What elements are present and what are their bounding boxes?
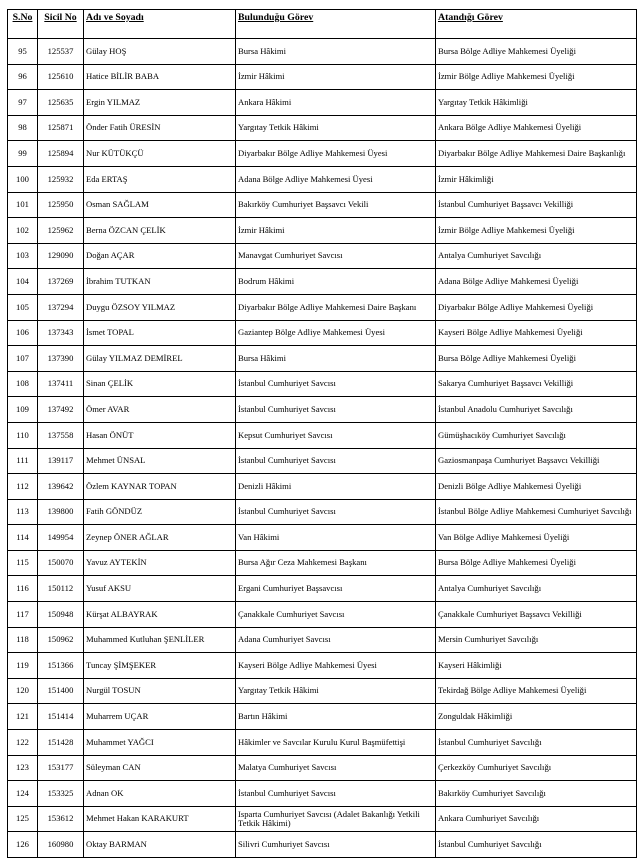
- cell-current-post: İzmir Hâkimi: [236, 218, 436, 244]
- table-row: [8, 678, 637, 704]
- cell-current-post: Diyarbakır Bölge Adliye Mahkemesi Daire Başkanı: [236, 294, 436, 320]
- cell-sno: 97: [8, 90, 38, 116]
- cell-new-post: Adana Bölge Adliye Mahkemesi Üyeliği: [436, 269, 637, 295]
- cell-name: Ömer AVAR: [84, 397, 236, 423]
- cell-new-post: Gümüşhacıköy Cumhuriyet Savcılığı: [436, 422, 637, 448]
- cell-name: İbrahim TUTKAN: [84, 269, 236, 295]
- table-row: [8, 525, 637, 551]
- cell-name: Yavuz AYTEKİN: [84, 550, 236, 576]
- cell-sicil-no: 137294: [38, 294, 84, 320]
- header-sicil-no: Sicil No: [38, 10, 84, 39]
- cell-new-post: Denizli Bölge Adliye Mahkemesi Üyeliği: [436, 474, 637, 500]
- cell-sno: 102: [8, 218, 38, 244]
- cell-current-post: Denizli Hâkimi: [236, 474, 436, 500]
- table-row: [8, 294, 637, 320]
- cell-sno: 122: [8, 730, 38, 756]
- cell-name: Mehmet ÜNSAL: [84, 448, 236, 474]
- table-row: [8, 90, 637, 116]
- cell-sicil-no: 125635: [38, 90, 84, 116]
- table-row: [8, 64, 637, 90]
- header-row: [8, 10, 637, 39]
- cell-new-post: Sakarya Cumhuriyet Başsavcı Vekilliği: [436, 371, 637, 397]
- cell-current-post: Isparta Cumhuriyet Savcısı (Adalet Bakanlığı Yetkili Tetkik Hâkimi): [236, 806, 436, 832]
- cell-current-post: Çanakkale Cumhuriyet Savcısı: [236, 602, 436, 628]
- cell-new-post: Diyarbakır Bölge Adliye Mahkemesi Üyeliği: [436, 294, 637, 320]
- cell-new-post: Ankara Bölge Adliye Mahkemesi Üyeliği: [436, 115, 637, 141]
- cell-sicil-no: 137343: [38, 320, 84, 346]
- table-row: [8, 755, 637, 781]
- cell-current-post: Hâkimler ve Savcılar Kurulu Kurul Başmüfettişi: [236, 730, 436, 756]
- cell-name: Süleyman CAN: [84, 755, 236, 781]
- table-row: [8, 115, 637, 141]
- header-name: Adı ve Soyadı: [84, 10, 236, 39]
- cell-current-post: İzmir Hâkimi: [236, 64, 436, 90]
- cell-sno: 126: [8, 832, 38, 858]
- cell-new-post: Bursa Bölge Adliye Mahkemesi Üyeliği: [436, 550, 637, 576]
- cell-sicil-no: 150112: [38, 576, 84, 602]
- cell-sno: 106: [8, 320, 38, 346]
- table-row: [8, 371, 637, 397]
- cell-sicil-no: 151428: [38, 730, 84, 756]
- table-row: [8, 397, 637, 423]
- table-row: [8, 781, 637, 807]
- cell-sicil-no: 137411: [38, 371, 84, 397]
- cell-new-post: İstanbul Cumhuriyet Başsavcı Vekilliği: [436, 192, 637, 218]
- cell-new-post: Diyarbakır Bölge Adliye Mahkemesi Daire Başkanlığı: [436, 141, 637, 167]
- cell-new-post: Mersin Cumhuriyet Savcılığı: [436, 627, 637, 653]
- table-row: [8, 730, 637, 756]
- cell-new-post: Yargıtay Tetkik Hâkimliği: [436, 90, 637, 116]
- cell-name: Zeynep ÖNER AĞLAR: [84, 525, 236, 551]
- cell-sno: 95: [8, 39, 38, 65]
- cell-sicil-no: 125932: [38, 166, 84, 192]
- header-current-post: Bulunduğu Görev: [236, 10, 436, 39]
- cell-sicil-no: 151414: [38, 704, 84, 730]
- cell-sicil-no: 149954: [38, 525, 84, 551]
- table-row: [8, 627, 637, 653]
- cell-sno: 116: [8, 576, 38, 602]
- cell-sno: 124: [8, 781, 38, 807]
- cell-sno: 120: [8, 678, 38, 704]
- cell-sno: 119: [8, 653, 38, 679]
- cell-sicil-no: 160980: [38, 832, 84, 858]
- cell-new-post: Bursa Bölge Adliye Mahkemesi Üyeliği: [436, 39, 637, 65]
- cell-new-post: İstanbul Bölge Adliye Mahkemesi Cumhuriyet Savcılığı: [436, 499, 637, 525]
- cell-sno: 100: [8, 166, 38, 192]
- table-row: [8, 320, 637, 346]
- cell-new-post: İzmir Bölge Adliye Mahkemesi Üyeliği: [436, 218, 637, 244]
- cell-sno: 103: [8, 243, 38, 269]
- header-sno: S.No: [8, 10, 38, 39]
- cell-sno: 96: [8, 64, 38, 90]
- cell-sno: 114: [8, 525, 38, 551]
- cell-sno: 112: [8, 474, 38, 500]
- cell-new-post: Kayseri Hâkimliği: [436, 653, 637, 679]
- cell-name: Muharrem UÇAR: [84, 704, 236, 730]
- cell-current-post: Kayseri Bölge Adliye Mahkemesi Üyesi: [236, 653, 436, 679]
- cell-sicil-no: 139800: [38, 499, 84, 525]
- cell-name: Oktay BARMAN: [84, 832, 236, 858]
- cell-current-post: Bartın Hâkimi: [236, 704, 436, 730]
- cell-current-post: Manavgat Cumhuriyet Savcısı: [236, 243, 436, 269]
- cell-sno: 110: [8, 422, 38, 448]
- cell-sicil-no: 153325: [38, 781, 84, 807]
- cell-sno: 98: [8, 115, 38, 141]
- table-row: [8, 422, 637, 448]
- cell-sno: 117: [8, 602, 38, 628]
- header-new-post: Atandığı Görev: [436, 10, 637, 39]
- table-row: [8, 269, 637, 295]
- cell-sno: 115: [8, 550, 38, 576]
- cell-sicil-no: 150948: [38, 602, 84, 628]
- cell-sno: 99: [8, 141, 38, 167]
- cell-new-post: Van Bölge Adliye Mahkemesi Üyeliği: [436, 525, 637, 551]
- cell-name: Berna ÖZCAN ÇELİK: [84, 218, 236, 244]
- cell-current-post: İstanbul Cumhuriyet Savcısı: [236, 448, 436, 474]
- cell-name: Nurgül TOSUN: [84, 678, 236, 704]
- cell-name: Özlem KAYNAR TOPAN: [84, 474, 236, 500]
- cell-name: Hasan ÖNÜT: [84, 422, 236, 448]
- cell-sicil-no: 125871: [38, 115, 84, 141]
- cell-sicil-no: 153612: [38, 806, 84, 832]
- cell-current-post: Malatya Cumhuriyet Savcısı: [236, 755, 436, 781]
- cell-new-post: Kayseri Bölge Adliye Mahkemesi Üyeliği: [436, 320, 637, 346]
- cell-new-post: İzmir Hâkimliği: [436, 166, 637, 192]
- cell-sno: 104: [8, 269, 38, 295]
- table-row: [8, 499, 637, 525]
- cell-current-post: Bursa Hâkimi: [236, 346, 436, 372]
- table-row: [8, 141, 637, 167]
- cell-current-post: Ankara Hâkimi: [236, 90, 436, 116]
- cell-name: Muhammed Kutluhan ŞENLİLER: [84, 627, 236, 653]
- cell-new-post: Bursa Bölge Adliye Mahkemesi Üyeliği: [436, 346, 637, 372]
- cell-name: Kürşat ALBAYRAK: [84, 602, 236, 628]
- cell-sno: 109: [8, 397, 38, 423]
- cell-new-post: Çanakkale Cumhuriyet Başsavcı Vekilliği: [436, 602, 637, 628]
- cell-sicil-no: 150962: [38, 627, 84, 653]
- cell-current-post: Adana Cumhuriyet Savcısı: [236, 627, 436, 653]
- table-row: [8, 166, 637, 192]
- cell-sicil-no: 125537: [38, 39, 84, 65]
- cell-sicil-no: 151400: [38, 678, 84, 704]
- cell-name: Gülay YILMAZ DEMİREL: [84, 346, 236, 372]
- cell-new-post: Ankara Cumhuriyet Savcılığı: [436, 806, 637, 832]
- cell-sicil-no: 139117: [38, 448, 84, 474]
- cell-name: Tuncay ŞİMŞEKER: [84, 653, 236, 679]
- cell-name: Adnan OK: [84, 781, 236, 807]
- table-row: [8, 448, 637, 474]
- cell-sno: 125: [8, 806, 38, 832]
- cell-current-post: Gaziantep Bölge Adliye Mahkemesi Üyesi: [236, 320, 436, 346]
- cell-new-post: İzmir Bölge Adliye Mahkemesi Üyeliği: [436, 64, 637, 90]
- cell-sno: 107: [8, 346, 38, 372]
- cell-name: Doğan AÇAR: [84, 243, 236, 269]
- cell-new-post: Antalya Cumhuriyet Savcılığı: [436, 243, 637, 269]
- cell-current-post: İstanbul Cumhuriyet Savcısı: [236, 781, 436, 807]
- table-row: [8, 218, 637, 244]
- cell-new-post: Zonguldak Hâkimliği: [436, 704, 637, 730]
- cell-name: Önder Fatih ÜRESİN: [84, 115, 236, 141]
- cell-current-post: Bursa Ağır Ceza Mahkemesi Başkanı: [236, 550, 436, 576]
- cell-new-post: Tekirdağ Bölge Adliye Mahkemesi Üyeliği: [436, 678, 637, 704]
- table-row: [8, 653, 637, 679]
- table-row: [8, 474, 637, 500]
- cell-sno: 123: [8, 755, 38, 781]
- cell-name: Osman SAĞLAM: [84, 192, 236, 218]
- cell-sno: 105: [8, 294, 38, 320]
- cell-sicil-no: 151366: [38, 653, 84, 679]
- cell-name: Ergin YILMAZ: [84, 90, 236, 116]
- cell-current-post: Diyarbakır Bölge Adliye Mahkemesi Üyesi: [236, 141, 436, 167]
- cell-sno: 118: [8, 627, 38, 653]
- cell-current-post: Ergani Cumhuriyet Başsavcısı: [236, 576, 436, 602]
- cell-new-post: Gaziosmanpaşa Cumhuriyet Başsavcı Vekilliği: [436, 448, 637, 474]
- cell-current-post: Yargıtay Tetkik Hâkimi: [236, 115, 436, 141]
- cell-sicil-no: 137390: [38, 346, 84, 372]
- cell-sicil-no: 137492: [38, 397, 84, 423]
- cell-sno: 108: [8, 371, 38, 397]
- cell-name: Nur KÜTÜKÇÜ: [84, 141, 236, 167]
- cell-sno: 101: [8, 192, 38, 218]
- cell-sicil-no: 125950: [38, 192, 84, 218]
- cell-current-post: Van Hâkimi: [236, 525, 436, 551]
- cell-name: Hatice BİLİR BABA: [84, 64, 236, 90]
- cell-current-post: İstanbul Cumhuriyet Savcısı: [236, 397, 436, 423]
- table-row: [8, 576, 637, 602]
- table-row: [8, 39, 637, 65]
- cell-current-post: İstanbul Cumhuriyet Savcısı: [236, 499, 436, 525]
- cell-sicil-no: 125894: [38, 141, 84, 167]
- table-row: [8, 550, 637, 576]
- cell-current-post: Bursa Hâkimi: [236, 39, 436, 65]
- cell-current-post: Silivri Cumhuriyet Savcısı: [236, 832, 436, 858]
- cell-new-post: Antalya Cumhuriyet Savcılığı: [436, 576, 637, 602]
- cell-current-post: Bakırköy Cumhuriyet Başsavcı Vekili: [236, 192, 436, 218]
- cell-new-post: Bakırköy Cumhuriyet Savcılığı: [436, 781, 637, 807]
- cell-new-post: İstanbul Cumhuriyet Savcılığı: [436, 730, 637, 756]
- cell-current-post: Kepsut Cumhuriyet Savcısı: [236, 422, 436, 448]
- cell-current-post: Bodrum Hâkimi: [236, 269, 436, 295]
- cell-sno: 113: [8, 499, 38, 525]
- cell-name: Duygu ÖZSOY YILMAZ: [84, 294, 236, 320]
- table-row: [8, 346, 637, 372]
- cell-name: Gülay HOŞ: [84, 39, 236, 65]
- cell-sicil-no: 125962: [38, 218, 84, 244]
- cell-new-post: İstanbul Anadolu Cumhuriyet Savcılığı: [436, 397, 637, 423]
- cell-name: Fatih GÖNDÜZ: [84, 499, 236, 525]
- cell-sicil-no: 150070: [38, 550, 84, 576]
- table-row: [8, 704, 637, 730]
- table-row: [8, 806, 637, 832]
- cell-current-post: Yargıtay Tetkik Hâkimi: [236, 678, 436, 704]
- table-row: [8, 192, 637, 218]
- cell-new-post: Çerkezköy Cumhuriyet Savcılığı: [436, 755, 637, 781]
- cell-sicil-no: 137558: [38, 422, 84, 448]
- cell-name: Yusuf AKSU: [84, 576, 236, 602]
- cell-name: Eda ERTAŞ: [84, 166, 236, 192]
- cell-sicil-no: 153177: [38, 755, 84, 781]
- table-row: [8, 832, 637, 858]
- table-row: [8, 602, 637, 628]
- cell-current-post: Adana Bölge Adliye Mahkemesi Üyesi: [236, 166, 436, 192]
- cell-new-post: İstanbul Cumhuriyet Savcılığı: [436, 832, 637, 858]
- cell-sno: 121: [8, 704, 38, 730]
- cell-name: Mehmet Hakan KARAKURT: [84, 806, 236, 832]
- cell-sicil-no: 129090: [38, 243, 84, 269]
- appointments-table: [7, 9, 637, 858]
- cell-sicil-no: 137269: [38, 269, 84, 295]
- cell-name: Sinan ÇELİK: [84, 371, 236, 397]
- cell-current-post: İstanbul Cumhuriyet Savcısı: [236, 371, 436, 397]
- cell-name: Muhammet YAĞCI: [84, 730, 236, 756]
- cell-sicil-no: 125610: [38, 64, 84, 90]
- table-row: [8, 243, 637, 269]
- cell-sicil-no: 139642: [38, 474, 84, 500]
- cell-name: İsmet TOPAL: [84, 320, 236, 346]
- cell-sno: 111: [8, 448, 38, 474]
